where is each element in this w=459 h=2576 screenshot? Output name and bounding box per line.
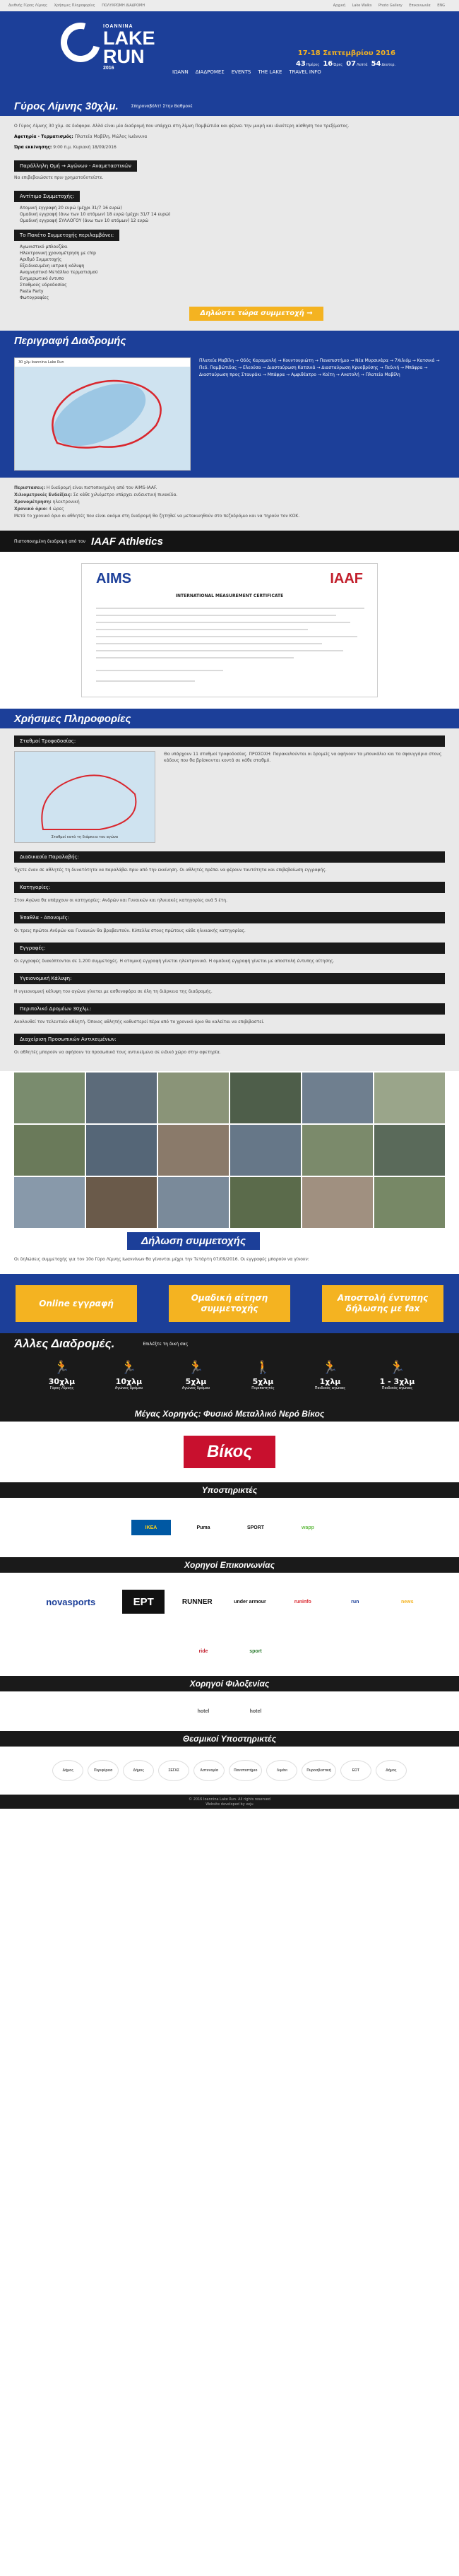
gallery-photo[interactable] [302,1073,373,1123]
fax-registration-button[interactable]: Αποστολή έντυπης δήλωσης με fax [322,1285,443,1322]
child-runner-icon: 🏃 [389,1360,405,1375]
hospitality-area [0,1691,459,1731]
panel-heading: Εγγραφές: [14,943,445,954]
gallery-photo[interactable] [158,1177,229,1228]
intro-section [0,116,459,331]
panel-text: Η υγειονομική κάλυψη του αγώνα γίνεται με ασθενοφόρα σε όλη τη διάρκεια της διαδρομής. [14,989,213,994]
sponsor-logo[interactable]: IKEA [131,1520,171,1535]
institution-logo[interactable]: Δήμος [376,1760,407,1781]
institution-logo[interactable]: ΣΕΓΑΣ [158,1760,189,1781]
route-section [0,350,459,478]
online-registration-button[interactable]: Online εγγραφή [16,1285,137,1322]
route-path-icon [15,358,191,471]
child-runner-icon: 🏃 [322,1360,338,1375]
cert-line [96,615,336,616]
iaaf-title: IAAF Athletics [90,535,163,548]
nav-item[interactable]: ΔΙΑΔΡΟΜΕΣ [195,69,225,75]
sponsor-logo[interactable]: runinfo [294,1599,311,1605]
sponsor-logo[interactable]: novasports [46,1596,96,1607]
logo-city: IOANNINA [103,24,133,29]
list-item: Ατομική εγγραφή 20 ευρώ (μέχρι 31/7 16 ευρώ) [20,206,122,211]
package-heading: Το Πακέτο Συμμετοχής περιλαμβάνει: [14,230,119,241]
footer [0,1795,459,1809]
countdown-minutes: 07Λεπτά [346,60,368,68]
cert-line [96,650,343,651]
gallery-photo[interactable] [302,1125,373,1176]
fee-list [14,202,445,224]
sponsor-logo[interactable]: RUNNER [181,1597,213,1606]
sponsor-logo[interactable]: hotel [249,1708,262,1714]
list-item: Σταθμούς υδροδοσίας [20,283,67,288]
fee-heading: Αντίτιμο Συμμετοχής: [14,191,80,202]
intro-band [0,96,459,116]
iaaf-prefix: Πιστοποιημένη διαδρομή από τον [14,538,85,544]
cert-line [96,643,322,644]
institutional-heading: Θεσμικοί Υποστηρικτές [0,1731,459,1747]
logo-run: RUN [103,46,145,67]
institution-logo[interactable]: Πανεπιστήμιο [229,1760,262,1781]
info-row: Χιλιομετρικές Ενδείξεις: Σε κάθε χιλιόμετρο υπάρχει ενδεικτική πινακίδα. [14,492,178,497]
developer-credit[interactable]: Website developed by xeju [205,1802,254,1807]
map-caption: Σταθμοί κατά τη διάρκεια του αγώνα [51,835,119,839]
water-stations-map[interactable] [14,751,155,843]
event-date: 17-18 Σεπτεμβρίου 2016 [297,49,395,57]
start-finish: Αφετηρία - Τερματισμός: Πλατεία Μαβίλη, Μώλος Ιωάννινα [14,134,148,139]
great-sponsor-area [0,1422,459,1482]
other-races-band [0,1333,459,1354]
gallery-photo[interactable] [302,1177,373,1228]
logo-year: 2016 [103,66,114,71]
registration-title: Δήλωση συμμετοχής [127,1232,260,1250]
vikos-logo[interactable]: Βίκος [184,1436,275,1468]
gallery-photo[interactable] [14,1073,85,1123]
useful-band [0,709,459,728]
gallery-photo[interactable] [158,1125,229,1176]
sponsor-logo[interactable]: Puma [196,1525,210,1530]
supporters-heading: Υποστηρικτές [0,1482,459,1498]
race-1k[interactable]: 🏃 1χλμ Παιδικός αγώνας [309,1360,352,1390]
parallel-text: Να επιβεβαιώσετε πριν χρηματοδοτείστε. [14,175,104,180]
info-panel [14,735,445,847]
sponsor-logo[interactable]: under armour [234,1599,266,1605]
sponsor-logo[interactable]: run [351,1599,359,1605]
comm-sponsors-area [0,1573,459,1676]
nav-item[interactable]: THE LAKE [258,69,282,75]
sponsor-logo[interactable]: EPT [122,1590,165,1614]
topbar-link[interactable]: Photo Gallery [378,4,403,8]
panel-text: Ακολουθεί τον τελευταίο αθλητή. Όποιος αθλητής καθυστερεί πέρα από το χρονικό όριο θα καλείται να επιβιβαστεί. [14,1020,265,1024]
list-item: Ενημερωτικό έντυπο [20,276,64,281]
institutional-area [0,1747,459,1795]
measurement-certificate[interactable] [81,563,378,697]
runner-icon: 🏃 [188,1360,204,1375]
cert-line [96,680,195,682]
info-panel [14,943,445,969]
info-panel [14,882,445,908]
topbar-link[interactable]: Επικοινωνία [409,4,431,8]
registration-buttons [0,1274,459,1333]
registration-intro [0,1252,459,1274]
topbar-link[interactable]: Lake Walks [352,4,372,8]
race-30k[interactable]: 🏃 30χλμ Γύρος Λίμνης [41,1360,83,1390]
nav-item[interactable]: EVENTS [231,69,251,75]
institution-logo[interactable]: ΕΟΤ [340,1760,371,1781]
institution-logo[interactable]: Πυροσβεστική [302,1760,335,1781]
logo-lake: LAKE [103,28,155,49]
panel-heading: Κατηγορίες: [14,882,445,893]
gallery-photo[interactable] [230,1125,301,1176]
list-item: Ομαδική εγγραφή (άνω των 10 ατόμων) 18 ευρώ (μέχρι 31/7 14 ευρώ) [20,212,171,217]
list-item: Εξειδικευμένη ιατρική κάλυψη [20,264,85,268]
list-item: Αναμνηστικό Μετάλλιο τερματισμού [20,270,98,275]
gallery-photo[interactable] [374,1177,445,1228]
info-panel [14,851,445,878]
list-item: Ομαδική εγγραφή ΣΥΛΛΟΓΟΥ (άνω των 10 ατόμων) 12 ευρώ [20,218,149,223]
countdown-hours: 16Ώρες [323,60,343,68]
package-list [14,241,445,301]
topbar-link[interactable]: ΠΟΛΥΧΡΩΜΗ ΔΙΑΔΡΟΜΗ [102,4,145,8]
parallel-heading: Παράλληλη Ομή → Αγώνων - Αναμεταστικών [14,160,137,172]
intro-text: Ο Γύρος Λίμνης 30 χλμ. σε διάφορα. Αλλά είναι μία διαδρομή που υπάρχει στη λίμνη Παμβώτιδα και φέρνει την μικρή και ιδιαίτερη αίσθηση του τρεξίματος. [14,124,350,129]
map-icon [15,752,156,844]
panel-text: Στον Αγώνα θα υπάρχουν οι κατηγορίες: Ανδρών και Γυναικών και ηλικιακές κατηγορίες ανά 5 έτη. [14,898,228,903]
hospitality-heading: Χορηγοί Φιλοξενίας [0,1676,459,1691]
route-footnote: Μετά το χρονικό όριο οι αθλητές που είναι ακόμα στη διαδρομή θα ζητηθεί να μετακινηθούν στο πεζοδρόμιο και να τηρούν τον ΚΟΚ. [14,514,300,519]
nav-item[interactable]: ΙΩΑΝΝ [172,69,189,75]
panel-text: Οι εγγραφές διακόπτονται σε 1.200 συμμετοχές. Η ατομική εγγραφή γίνεται ηλεκτρονικά. Η ομαδική εγγραφή γίνεται με αποστολή έντυπης αίτησης. [14,959,335,964]
list-item: Ηλεκτρονική χρονομέτρηση με chip [20,251,96,256]
start-time: Ώρα εκκίνησης: 9:00 π.μ. Κυριακή 18/09/2016 [14,145,117,150]
lake-run-logo[interactable] [61,23,155,85]
nav-item[interactable]: TRAVEL INFO [289,69,321,75]
cert-line [96,657,294,658]
gallery-photo[interactable] [374,1073,445,1123]
info-row: Χρονομέτρηση: ηλεκτρονική [14,500,80,504]
race-5k-walk[interactable]: 🚶 5χλμ Περιπατητές [242,1360,285,1390]
certificate-title: INTERNATIONAL MEASUREMENT CERTIFICATE [175,593,284,598]
registration-text: Οι δηλώσεις συμμετοχής για τον 10ο Γύρο Λίμνης Ιωαννίνων θα γίνονται μέχρι την Τετάρτη 07/09/2016. Οι εγγραφές μπορούν να γίνουν: [14,1257,309,1262]
list-item: Αγωνιστικό μπλουζάκι [20,244,68,249]
topbar-link[interactable]: Αρχική [333,4,346,8]
map-title: 30 χλμ Ioannina Lake Run [15,358,190,367]
cert-line [96,608,364,609]
runner-icon: 🏃 [54,1360,70,1375]
useful-section [0,728,459,1071]
sponsor-logo[interactable]: SPORT [246,1525,265,1530]
language-link[interactable]: ENG [437,4,445,8]
group-registration-button[interactable]: Ομαδική αίτηση συμμετοχής [169,1285,290,1322]
race-5k[interactable]: 🏃 5χλμ Αγώνας δρόμου [175,1360,217,1390]
info-row: Χρονικό όριο: 4 ώρες [14,507,64,512]
panel-heading: Υγειονομική Κάλυψη: [14,973,445,984]
certificate-section [0,552,459,709]
race-10k[interactable]: 🏃 10χλμ Αγώνας δρόμου [108,1360,150,1390]
cert-line [96,622,350,623]
sponsor-logo[interactable]: sport [249,1648,262,1654]
sponsor-logo[interactable]: news [400,1599,414,1605]
route-info [0,478,459,531]
panel-text: Οι τρεις πρώτοι Ανδρών και Γυναικών θα βραβευτούν. Κύπελλα στους πρώτους κάθε ηλικιακής κατηγορίας. [14,928,246,933]
cert-line [96,636,357,637]
site-header [0,11,459,96]
institution-logo[interactable]: Περιφέρεια [88,1760,119,1781]
countdown-days: 43Ημέρες [295,60,320,68]
institution-logo[interactable]: Αστυνομία [193,1760,225,1781]
info-row: Περιστασεις: Η διαδρομή είναι πιστοποιημένη από τον AIMS-IAAF. [14,485,157,490]
registration-band [0,1229,459,1252]
panel-text: Έχετε έναν σε αθλητές τη δυνατότητα να παραλάβει πριν από την εκκίνηση. Οι αθλητές πρέπει να φέρουν ταυτότητα και επιβεβαίωση εγγραφής. [14,868,327,873]
route-map[interactable] [14,358,191,471]
races-list [0,1354,459,1406]
panel-heading: Έπαθλα - Απονομές: [14,912,445,923]
logo-ring-icon [54,16,107,69]
list-item: Pasta Party [20,289,44,294]
info-panel [14,973,445,999]
iaaf-band [0,531,459,552]
gallery-photo[interactable] [230,1073,301,1123]
useful-title: Χρήσιμες Πληροφορίες [14,712,131,725]
aims-logo: AIMS [96,571,131,586]
main-nav [172,69,328,75]
sponsor-logo[interactable]: ride [198,1648,208,1654]
countdown-seconds: 54Δευτερ. [371,60,395,68]
comm-sponsors-heading: Χορηγοί Επικοινωνίας [0,1557,459,1573]
race-kids[interactable]: 🏃 1 - 3χλμ Παιδικός αγώνας [376,1360,419,1390]
topbar-link[interactable]: Χρήσιμες Πληροφορίες [54,4,95,8]
register-now-button[interactable]: Δηλώστε τώρα συμμετοχή → [189,307,323,321]
supporters-area [0,1498,459,1557]
other-races-sub: Επιλέξτε τη δική σας [143,1341,189,1347]
gallery-photo[interactable] [86,1125,157,1176]
page-title: Γύρος Λίμνης 30χλμ. [14,100,119,112]
topbar-link[interactable]: Διεθνής Γύρος Λίμνης [8,4,47,8]
gallery-photo[interactable] [14,1177,85,1228]
panel-text: Οι αθλητές μπορούν να αφήσουν τα προσωπικά τους αντικείμενα σε ειδικό χώρο στην αφετηρία. [14,1050,221,1055]
gallery-photo[interactable] [14,1125,85,1176]
topbar [0,0,459,11]
page-subtitle: Σπηρονοβόλτ! Στην Βαθμονέ [131,103,193,109]
event-date-block [296,49,395,68]
panel-text: Θα υπάρχουν 11 σταθμοί τροφοδοσίας. ΠΡΟΣΟΧΗ: Παρακαλούνται οι δρομείς να αφήνουν τα μπουκάλια και τα σφουγγάρια στους κάδους που θα βρίσκονται κοντά σε κάθε σταθμό. [164,752,442,763]
copyright: © 2016 Ioannina Lake Run. All rights reserved [189,1797,270,1802]
great-sponsor-heading: Μέγας Χορηγός: Φυσικό Μεταλλικό Νερό Βίκος [0,1406,459,1422]
sponsor-logo[interactable]: wapp [302,1525,314,1530]
photo-gallery [0,1071,459,1229]
gallery-photo[interactable] [374,1125,445,1176]
sponsor-logo[interactable]: hotel [197,1708,210,1714]
route-title: Περιγραφή Διαδρομής [14,334,126,347]
gallery-photo[interactable] [158,1073,229,1123]
institution-logo[interactable]: Λιμάνι [266,1760,297,1781]
panel-heading: Σταθμοί Τροφοδοσίας: [14,735,445,747]
iaaf-logo: IAAF [330,571,363,586]
countdown [296,60,395,68]
institution-logo[interactable]: Δήμος [123,1760,154,1781]
other-races-title: Άλλες Διαδρομές. [14,1337,115,1350]
gallery-photo[interactable] [86,1177,157,1228]
panel-heading: Διαδικασία Παραλαβής: [14,851,445,863]
cert-line [96,629,308,630]
panel-heading: Περιπολικό Δρομέων 30χλμ.: [14,1003,445,1015]
gallery-photo[interactable] [86,1073,157,1123]
cert-line [96,670,223,671]
info-panel [14,1003,445,1029]
list-item: Αριθμό Συμμετοχής [20,257,62,262]
route-band [0,331,459,350]
route-description: Πλατεία Μαβίλη → Οδός Καραμανλή → Κουντουριώτη → Πανεπιστήμιο → Νέα Μυρσινάρα → 7Χιλιόμ → Κατσικά → Πεδ. Παμβώτιδας → Ελεούσα → Διασταύρωση Κατσικά → Διασταύρωση Κρυοβρύσης → Πεδινή → Μπάφρα → Διασταύρωση προς Σταυράκι → Μπάφρα → Αμφιθέατρο → Κοίτη → Ανατολή → Πλατεία Μαβίλη [199,358,440,377]
runner-icon: 🏃 [121,1360,137,1375]
gallery-photo[interactable] [230,1177,301,1228]
info-panel [14,1034,445,1060]
panel-heading: Διαχείριση Προσωπικών Αντικειμένων: [14,1034,445,1045]
info-panel [14,912,445,938]
list-item: Φωτογραφίες [20,295,49,300]
walker-icon: 🚶 [255,1360,271,1375]
institution-logo[interactable]: Δήμος [52,1760,83,1781]
